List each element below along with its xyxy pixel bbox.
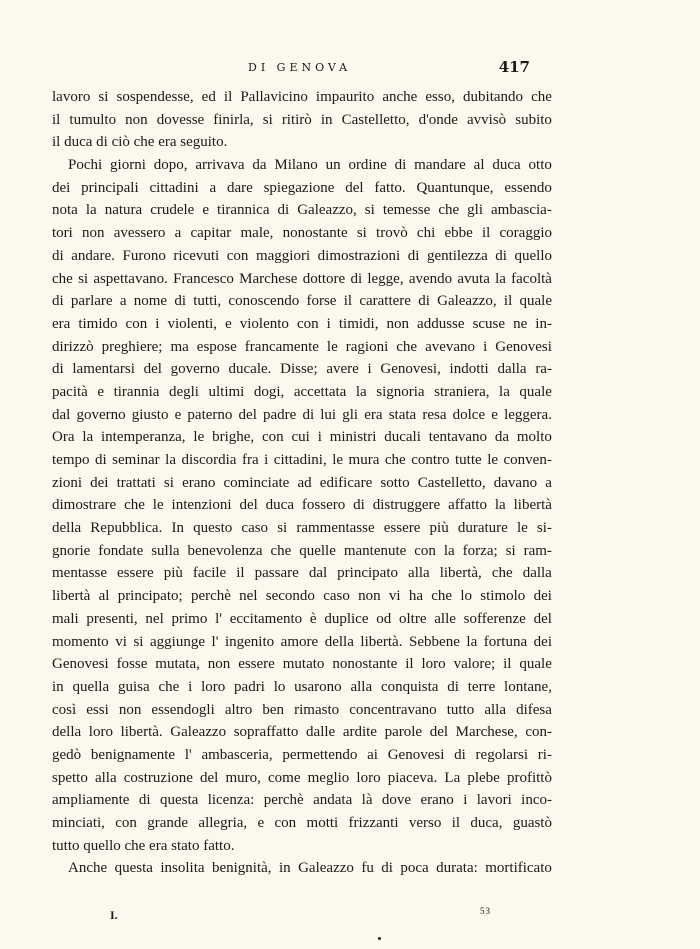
text-line: il tumulto non dovesse finirla, si ritirò in Castelletto, d'onde avvisò subito xyxy=(52,111,552,128)
text-line: gedò benignamente l' ambasceria, permettendo ai Genovesi di regolarsi ri- xyxy=(52,746,552,763)
text-line: tutto quello che era stato fatto. xyxy=(52,837,235,854)
text-line: gnorie fondate sulla benevolenza che quelle mantenute con la forza; si ram- xyxy=(52,542,552,559)
body-text xyxy=(52,86,552,880)
text-line: dal governo giusto e paterno del padre di lui gli era stata resa dolce e leggera. xyxy=(52,406,552,423)
text-line: Genovesi fosse mutata, non essere mutato nonostante il loro valore; il quale xyxy=(52,656,552,673)
text-line: dimostrare che le intenzioni del duca fossero di distruggere affatto la libertà xyxy=(52,497,552,514)
text-line: ampliamente di questa licenza: perchè andata là dove erano i lavori inco- xyxy=(52,792,552,809)
text-line: era timido con i violenti, e violento con i timidi, non addusse scuse ne in- xyxy=(52,315,552,332)
running-head xyxy=(52,60,530,80)
text-line: Pochi giorni dopo, arrivava da Milano un ordine di mandare al duca otto xyxy=(68,157,552,174)
text-line: dei principali cittadini a dare spiegazione del fatto. Quantunque, essendo xyxy=(52,179,552,196)
signature-mark: I. xyxy=(110,908,118,922)
text-line: di parlare a nome di tutti, conoscendo forse il carattere di Galeazzo, il quale xyxy=(52,293,552,310)
page-number: 417 xyxy=(498,58,530,76)
text-line: così essi non essendogli altro ben rimasto concentravano tutto alla difesa xyxy=(52,701,552,718)
print-speck xyxy=(378,937,381,940)
text-line: tori non avessero a capitar male, nonostante si trovò chi ebbe il coraggio xyxy=(52,225,552,242)
text-line: pacità e tirannia degli ultimi dogi, accettata la signoria straniera, la quale xyxy=(52,383,552,400)
signature-number: 53 xyxy=(480,906,491,916)
text-line: in quella guisa che i loro padri lo usarono alla conquista di terre lontane, xyxy=(52,678,552,695)
text-line: il duca di ciò che era seguito. xyxy=(52,134,228,151)
text-line: di andare. Furono ricevuti con maggiori dimostrazioni di gentilezza di quello xyxy=(52,247,552,264)
page-footer xyxy=(110,906,530,926)
text-line: libertà al principato; perchè nel secondo caso non vi ha che lo stimolo dei xyxy=(52,588,552,605)
text-line: di lamentarsi del governo ducale. Disse; avere i Genovesi, indotti dalla ra- xyxy=(52,361,552,378)
text-line: spetto alla costruzione del muro, come meglio loro piaceva. La plebe profittò xyxy=(52,769,552,786)
text-line: della loro libertà. Galeazzo sopraffatto dalle ardite parole del Marchese, con- xyxy=(52,724,552,741)
text-line: zioni dei trattati si erano cominciate ad edificare sotto Castelletto, davano a xyxy=(52,474,552,491)
text-line: della Repubblica. In questo caso si rammentasse essere più durature le si- xyxy=(52,520,552,537)
text-line: Anche questa insolita benignità, in Galeazzo fu di poca durata: mortificato xyxy=(68,860,552,877)
running-title: DI GENOVA xyxy=(248,61,352,74)
text-line: minciati, con grande allegria, e con motti frizzanti verso il duca, guastò xyxy=(52,815,552,831)
text-line: nota la natura crudele e tirannica di Galeazzo, si temesse che gli ambascia- xyxy=(52,202,552,219)
text-line: momento vi si aggiunge l' ingenito amore della libertà. Sebbene la fortuna dei xyxy=(52,633,552,650)
text-line: che si aspettavano. Francesco Marchese dottore di legge, avendo avuta la facoltà xyxy=(52,270,552,287)
text-line: Ora la intemperanza, le brighe, con cui i ministri ducali tentavano da molto xyxy=(52,429,552,446)
text-line: dirizzò preghiere; ma espose francamente le ragioni che avevano i Genovesi xyxy=(52,338,552,355)
text-line: mali presenti, nel primo l' eccitamento è duplice od oltre alle sofferenze del xyxy=(52,610,552,627)
text-line: tempo di seminar la discordia fra i cittadini, le mura che contro tutte le conven- xyxy=(52,452,552,468)
text-line: mentasse essere più facile il passare dal principato alla libertà, che dalla xyxy=(52,565,552,582)
text-line: lavoro si sospendesse, ed il Pallavicino impaurito anche esso, dubitando che xyxy=(52,89,552,105)
